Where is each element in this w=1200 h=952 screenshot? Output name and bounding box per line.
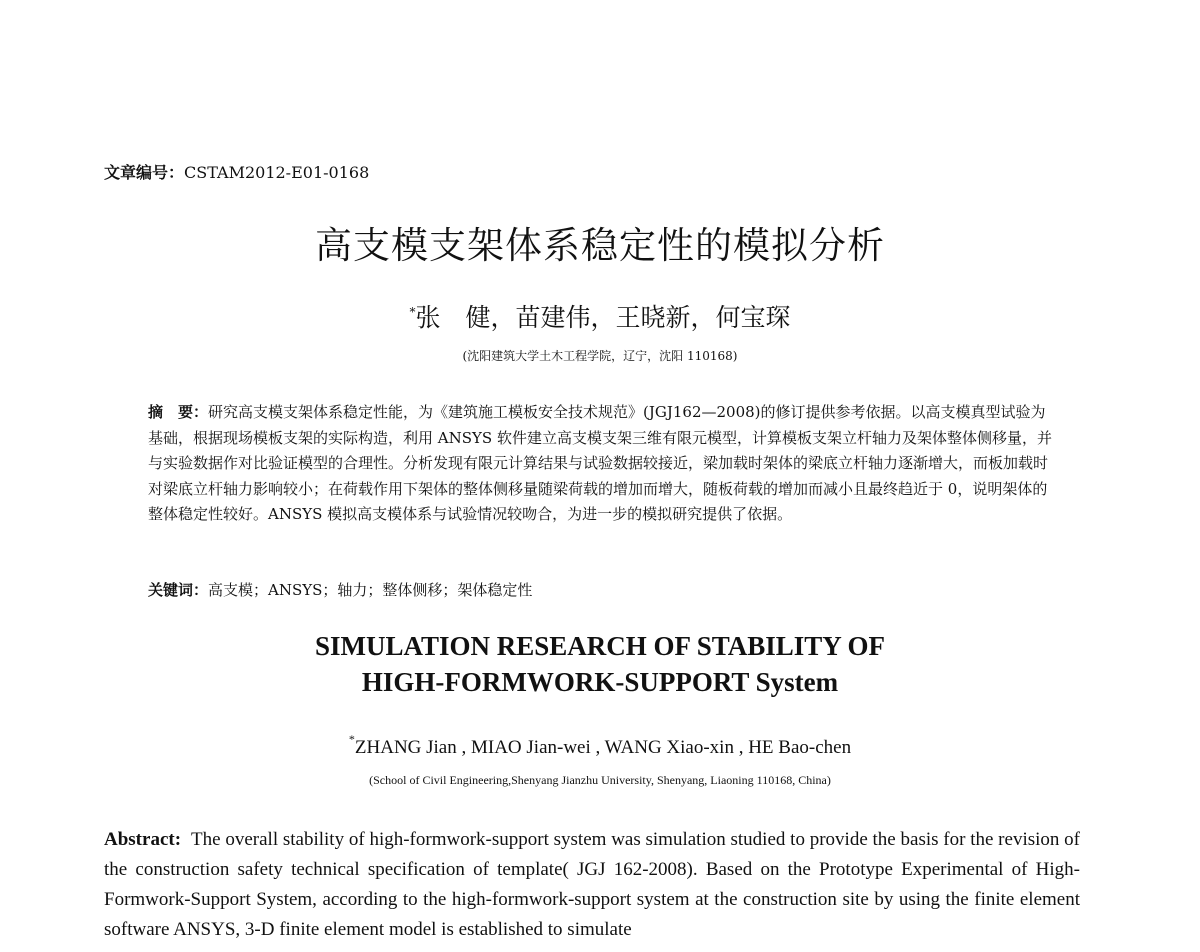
chinese-abstract-text: 研究高支模支架体系稳定性能，为《建筑施工模板安全技术规范》(JGJ162—2008)的修订提供参考依据。以高支模真型试验为基础，根据现场模板支架的实际构造，利用 ANSYS 软件建立高支模支架三维有限元模型，计算模板支架立杆轴力及架体整体侧移量，并与实验数据作对比验证模型的合理性。分析发现有限元计算结果与试验数据较接近，梁加载时架体的梁底立杆轴力逐渐增大，而板加载时对梁底立杆轴力影响较小；在荷载作用下架体的整体侧移量随梁荷载的增加而增大，随板荷载的增加而减小且最终趋近于 0，说明架体的整体稳定性较好。ANSYS 模拟高支模体系与试验情况较吻合，为进一步的模拟研究提供了依据。 [148,403,1052,524]
english-title [0,628,1200,700]
chinese-affiliation: (沈阳建筑大学土木工程学院，辽宁，沈阳 110168) [462,349,738,363]
chinese-keywords-label: 关键词： [148,581,209,599]
chinese-title: 高支模支架体系稳定性的模拟分析 [315,224,885,267]
english-abstract-text: The overall stability of high-formwork-support system was simulation studied to provide the basis for the revision of the construction safety technical specification of template( JGJ 162-2008). Based on the Prototype Experimental of High-Formwork-Support System, according to the high-formwork-support system at the construction site by using the finite element software ANSYS, 3-D finite element model is established to simulate [104,829,1080,940]
english-title-line-1: SIMULATION RESEARCH OF STABILITY OF [314,631,886,661]
chinese-authors [0,298,1200,334]
article-number [104,160,369,183]
english-authors-text: ZHANG Jian , MIAO Jian-wei , WANG Xiao-xin , HE Bao-chen [354,737,852,758]
chinese-abstract [148,400,1053,528]
chinese-authors-text: 张 健，苗建伟，王晓新，何宝琛 [415,303,791,332]
chinese-abstract-label: 摘 要： [148,403,209,421]
chinese-keywords [148,579,532,600]
english-title-line-2: HIGH-FORMWORK-SUPPORT System [361,667,839,697]
english-affiliation: (School of Civil Engineering,Shenyang Jianzhu University, Shenyang, Liaoning 110168, China) [369,773,831,787]
english-abstract [104,825,1080,945]
corresponding-author-mark: * [409,305,416,319]
article-number-value: CSTAM2012-E01-0168 [184,163,370,182]
english-corresponding-author-mark: * [348,732,355,746]
chinese-keywords-text: 高支模；ANSYS；轴力；整体侧移；架体稳定性 [208,581,533,599]
article-number-label: 文章编号： [104,163,185,182]
english-authors [0,732,1200,759]
english-abstract-label: Abstract: [104,829,182,850]
